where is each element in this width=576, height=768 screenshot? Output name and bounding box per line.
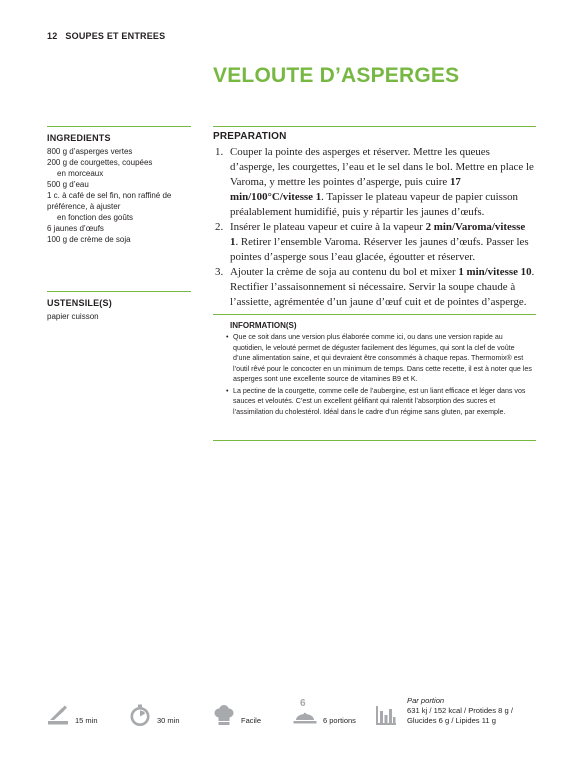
ingredient-text: 100 g de crème de soja [47, 235, 131, 244]
ingredient-text: 6 jaunes d’œufs [47, 224, 104, 233]
ingredient-continuation: en morceaux [57, 169, 104, 178]
information-list [213, 332, 536, 417]
preparation-rule [213, 126, 536, 127]
preparation-heading: PREPARATION [213, 131, 287, 142]
step-setting: 17 min/100°C/vitesse 1 [230, 176, 461, 203]
utensils-section [47, 291, 191, 322]
difficulty-label: Facile [241, 716, 262, 725]
page-number: 12 [47, 31, 58, 41]
ingredient-item [47, 234, 191, 245]
utensil-item: papier cuisson [47, 312, 99, 321]
ingredient-text: 1 c. à café de sel fin, non raffiné de préférence, à ajuster [47, 191, 172, 211]
prep-time [47, 704, 98, 726]
portions-icon-wrap [293, 698, 317, 726]
ingredients-section [47, 126, 191, 245]
per-portion-label: Par portion [407, 696, 445, 705]
ingredient-item [47, 179, 191, 190]
nutrition-line-1: 631 kj / 152 kcal / Protides 8 g / [407, 706, 513, 715]
step-text: . Retirer l’ensemble Varoma. Réserver les jaunes d’œufs. Passer les pointes d’asperge sous l’eau glacée, égoutter et réserver. [230, 236, 529, 263]
ingredient-text: 200 g de courgettes, coupées [47, 158, 153, 167]
information-item: • La pectine de la courgette, comme celle de l’aubergine, est un liant efficace et léger dans vos sauces et veloutés. C’est un excellent gélifiant qui ralentit l’absorption des sucres et l’assimilation du cholestérol. Idéal dans le cadre d’un régime sans gluten, par exemple. [233, 386, 532, 418]
total-time [129, 704, 180, 726]
portions-count: 6 [300, 698, 306, 709]
ingredient-item [47, 157, 191, 179]
ingredient-item [47, 190, 191, 223]
step-text: Ajouter la crème de soja au contenu du bol et mixer [230, 266, 459, 278]
step-text: . Tapisser le plateau vapeur de papier cuisson préalablement humidifié, puis y répartir les jaunes d’œufs. [230, 191, 518, 218]
step-item [213, 220, 536, 265]
step-setting: 1 min/vitesse 10 [458, 266, 532, 278]
step-text: Insérer le plateau vapeur et cuire à la vapeur [230, 221, 426, 233]
step-number: 2. [215, 221, 224, 233]
recipe-title: VELOUTE D’ASPERGES [213, 64, 460, 87]
step-text: . Rectifier l’assaisonnement si nécessaire. Servir la soupe chaude à l’assiette, agrémentée d’un jaune d’œuf cuit et de pointes d’asperge. [230, 266, 535, 308]
portions [293, 698, 356, 726]
knife-board-icon [47, 704, 69, 726]
information-heading: INFORMATION(S) [230, 321, 297, 330]
utensils-rule [47, 291, 191, 292]
page-header [47, 31, 165, 41]
step-setting: 2 min/Varoma/vitesse 1 [230, 221, 526, 248]
ingredient-text: 800 g d’asperges vertes [47, 147, 133, 156]
plate-icon [293, 712, 317, 726]
bar-chart-icon [375, 704, 397, 726]
chef-hat-icon [213, 704, 235, 726]
information-item: • Que ce soit dans une version plus élaborée comme ici, ou dans une version rapide au quotidien, le velouté permet de déguster facilement des légumes, qui sont la clef de voûte d’une alimentation saine, et qui devraient être consommés à chaque repas. Thermomix® est l’outil rêvé pour le concocter en un minimum de temps. Dans cette recette, il est à noter que les asperges sont une excellente source de vitamines B9 et K. [233, 332, 532, 385]
total-time-label: 30 min [157, 716, 180, 725]
ingredient-item [47, 223, 191, 234]
nutrition-line-2: Glucides 6 g / Lipides 11 g [407, 716, 496, 725]
step-text: Couper la pointe des asperges et réserver. Mettre les queues d’asperge, les courgettes, l’eau et le sel dans le bol. Mettre en place le Varoma, y mettre les pointes d’asperge, puis cuire [230, 146, 534, 188]
ingredients-rule [47, 126, 191, 127]
prep-time-label: 15 min [75, 716, 98, 725]
utensils-list [47, 311, 191, 322]
ingredients-heading: INGREDIENTS [47, 133, 111, 143]
timer-icon [129, 704, 151, 726]
step-item [213, 265, 536, 310]
information-rule-bottom [213, 440, 536, 441]
ingredient-item [47, 146, 191, 157]
nutrition-icon-wrap [375, 704, 397, 726]
difficulty [213, 704, 261, 726]
preparation-steps [213, 145, 536, 310]
ingredients-list [47, 146, 191, 245]
section-title: SOUPES ET ENTREES [65, 31, 166, 41]
step-number: 1. [215, 146, 224, 158]
ingredient-continuation: en fonction des goûts [57, 213, 134, 222]
portions-label: 6 portions [323, 716, 356, 725]
information-rule-top [213, 314, 536, 315]
step-item [213, 145, 536, 220]
step-number: 3. [215, 266, 224, 278]
ingredient-text: 500 g d’eau [47, 180, 89, 189]
utensils-heading: USTENSILE(S) [47, 298, 112, 308]
nutrition-info [407, 696, 513, 726]
information-box [213, 314, 536, 441]
preparation-section [213, 126, 536, 310]
recipe-footer [47, 696, 547, 736]
